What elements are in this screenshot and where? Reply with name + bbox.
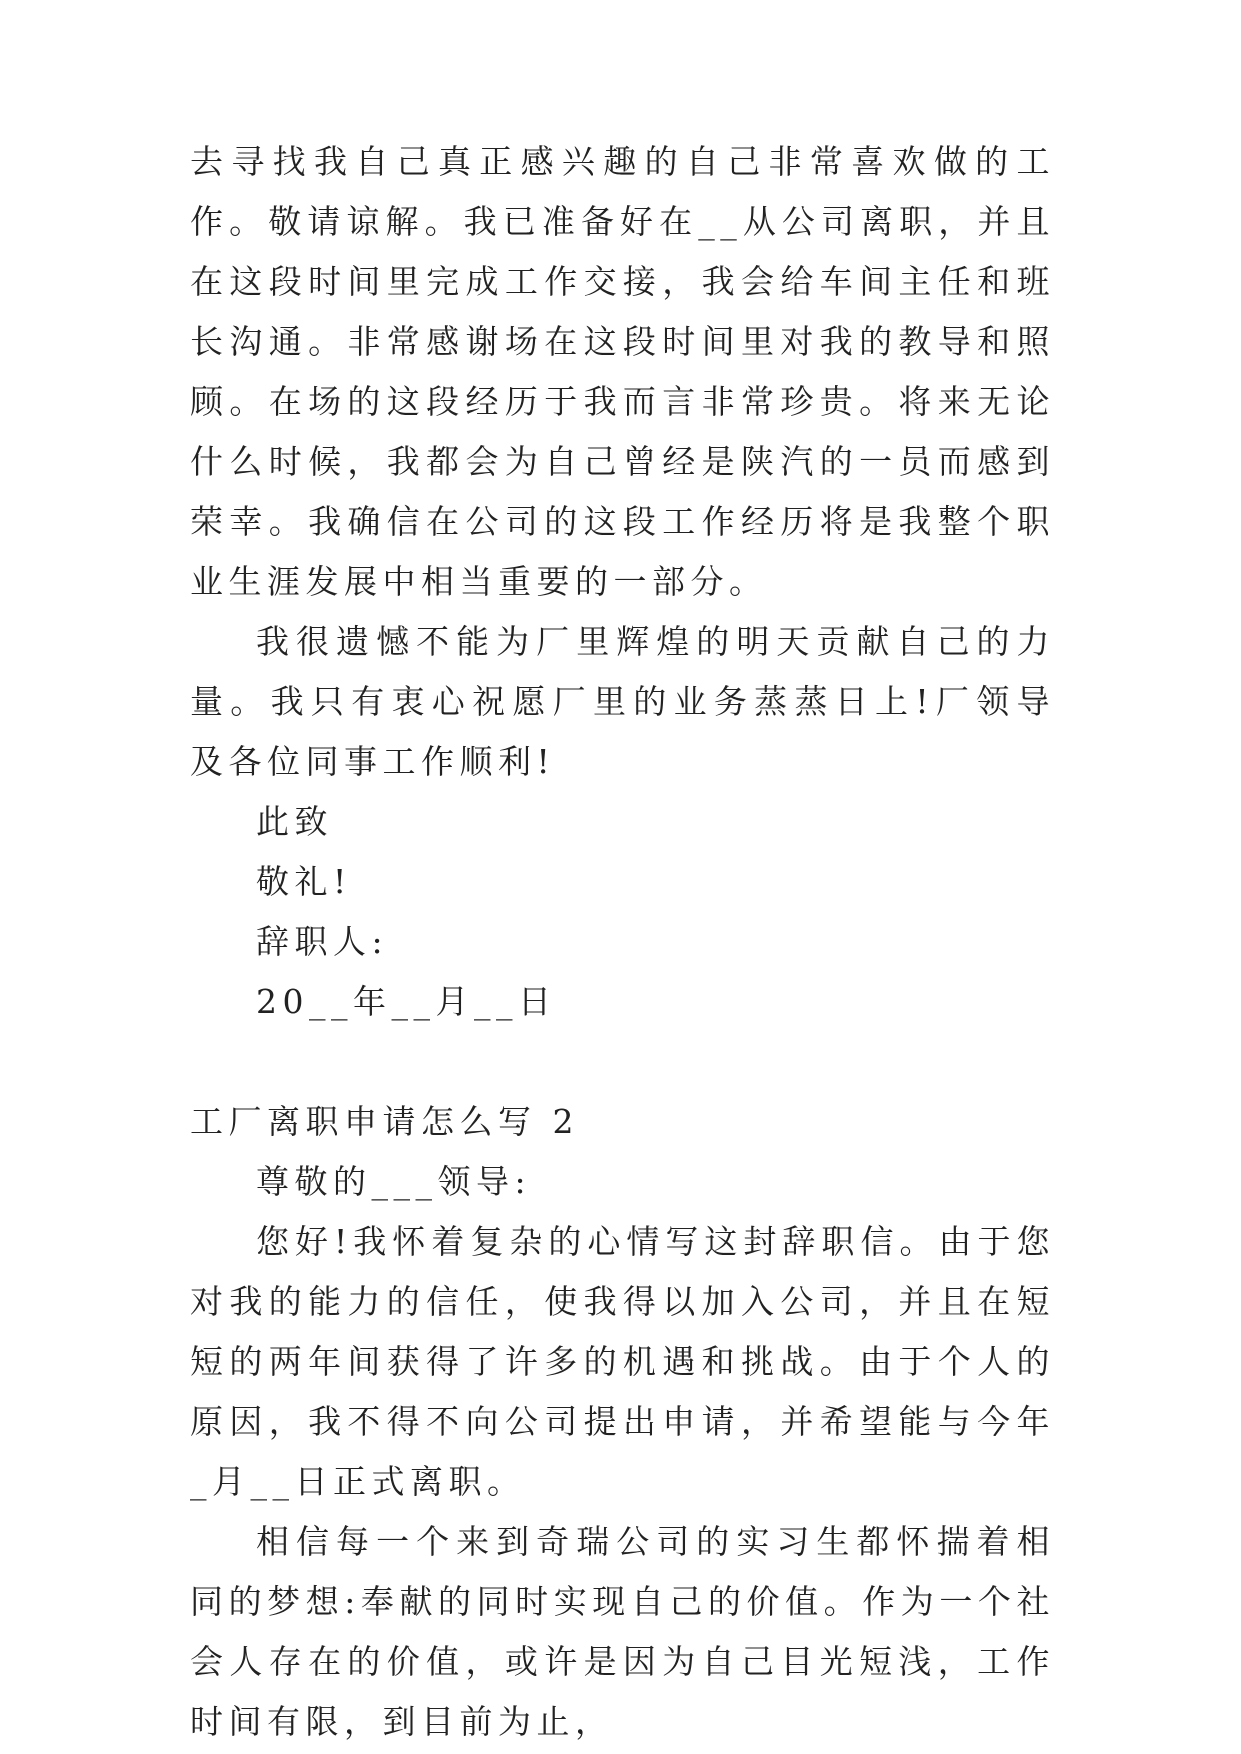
section-title: 工厂离职申请怎么写 2 xyxy=(190,1102,579,1141)
closing-line-1: 此致 xyxy=(256,802,333,841)
paragraph-2: 我很遗憾不能为厂里辉煌的明天贡献自己的力量。我只有衷心祝愿厂里的业务蒸蒸日上!厂领导及各位同事工作顺利! xyxy=(190,622,1055,781)
paragraph-1: 去寻找我自己真正感兴趣的自己非常喜欢做的工作。敬请谅解。我已准备好在__从公司离职，并且在这段时间里完成工作交接，我会给车间主任和班长沟通。非常感谢场在这段时间里对我的教导和照顾。在场的这段经历于我而言非常珍贵。将来无论什么时候，我都会为自己曾经是陕汽的一员而感到荣幸。我确信在公司的这段工作经历将是我整个职业生涯发展中相当重要的一部分。 xyxy=(190,142,1055,601)
document-body xyxy=(190,132,1055,1752)
paragraph-3: 您好!我怀着复杂的心情写这封辞职信。由于您对我的能力的信任，使我得以加入公司，并且在短短的两年间获得了许多的机遇和挑战。由于个人的原因，我不得不向公司提出申请，并希望能与今年_月__日正式离职。 xyxy=(190,1222,1055,1501)
paragraph-4: 相信每一个来到奇瑞公司的实习生都怀揣着相同的梦想:奉献的同时实现自己的价值。作为一个社会人存在的价值，或许是因为自己目光短浅，工作时间有限，到目前为止， xyxy=(190,1522,1055,1741)
closing-line-2: 敬礼! xyxy=(256,862,352,901)
signer-line: 辞职人: xyxy=(256,922,389,961)
date-line: 20__年__月__日 xyxy=(256,982,557,1021)
salutation-line: 尊敬的___领导: xyxy=(256,1162,532,1201)
